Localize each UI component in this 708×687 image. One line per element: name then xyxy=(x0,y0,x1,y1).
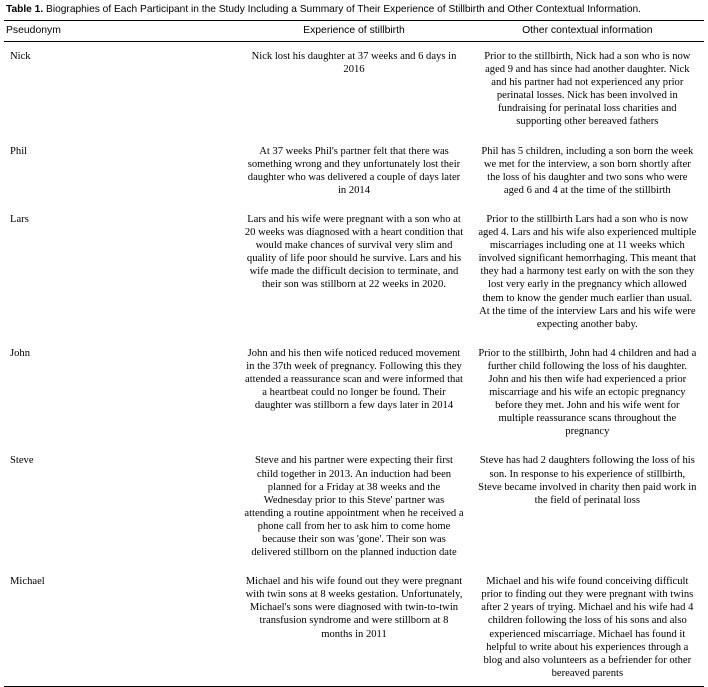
cell-pseudonym: Nick xyxy=(10,51,31,62)
cell-other: Phil has 5 children, including a son born the week we met for the interview, a son born shortly after the loss of his daughter and two sons who were aged 6 and 4 at the time of the stillbirth xyxy=(481,145,694,196)
cell-experience: Michael and his wife found out they were pregnant with twin sons at 8 weeks gestation. Unfortunately, Michael's sons were diagnosed with twin-to-twin transfusion syndrome and were stillborn at 8 months in 2011 xyxy=(245,576,463,640)
column-header-other: Other contextual information xyxy=(471,21,704,42)
table-row xyxy=(4,567,704,686)
cell-experience: John and his then wife noticed reduced movement in the 37th week of pregnancy. Following this they attended a reassurance scan and were informed that a heartbeat could no longer be found. Their daughter was stillborn a few days later in 2014 xyxy=(245,347,463,412)
table-row xyxy=(4,42,704,137)
column-header-pseudonym: Pseudonym xyxy=(4,21,237,42)
table-row xyxy=(4,446,704,567)
biographies-table xyxy=(4,20,704,686)
cell-other: Prior to the stillbirth, John had 4 children and had a further child following the loss of his daughter. John and his then wife had experienced a prior miscarriage and his wife an ectopic pregnancy before they met. John and his wife went for multiple reassurance scans throughout the pregnancy xyxy=(478,347,697,438)
cell-pseudonym: Michael xyxy=(10,576,45,588)
caption-text: Biographies of Each Participant in the Study Including a Summary of Their Experience of Stillbirth and Other Contextual Information. xyxy=(46,4,641,15)
table-body xyxy=(4,42,704,686)
cell-pseudonym: John xyxy=(10,347,31,359)
cell-other: Michael and his wife found conceiving difficult prior to finding out they were pregnant with twins after 2 years of trying. Michael and his wife had 4 children following the loss of his sons and also experienced miscarriage. Michael has found it helpful to write about his experiences through a blog and also volunteers as a befriender for other bereaved parents xyxy=(481,576,694,679)
cell-pseudonym: Phil xyxy=(10,145,28,157)
cell-experience: Lars and his wife were pregnant with a son who at 20 weeks was diagnosed with a heart condition that would make chances of survival very slim and quality of life poor should he survive. Lars and his wife made the difficult decision to terminate, and their son was stillborn at 22 weeks in 2020. xyxy=(244,213,464,291)
table-caption xyxy=(4,0,704,20)
cell-experience: Nick lost his daughter at 37 weeks and 6 days in 2016 xyxy=(251,51,457,76)
column-header-experience: Experience of stillbirth xyxy=(237,21,470,42)
cell-pseudonym: Lars xyxy=(10,213,29,225)
cell-pseudonym: Steve xyxy=(10,455,34,467)
table-row xyxy=(4,339,704,447)
table-head xyxy=(4,21,704,42)
cell-other: Prior to the stillbirth Lars had a son who is now aged 4. Lars and his wife also experienced multiple miscarriages including one at 11 weeks which involved significant hemorrhaging. This meant that they had a harmony test early on with the son they lost very early in the pregnancy which allowed them to know the gender much earlier than usual. At the time of the interview Lars and his wife were expecting another baby. xyxy=(478,213,697,330)
cell-experience: At 37 weeks Phil's partner felt that there was something wrong and they unfortunately lost their daughter who was delivered a couple of days later in 2014 xyxy=(247,145,461,196)
cell-experience: Steve and his partner were expecting their first child together in 2013. An induction had been planned for a Friday at 38 weeks and the Wednesday prior to this Steve' partner was attending a routine appointment when he received a phone call from her to ask him to come home because their son was 'gone'. Their son was delivered stillborn on the planned induction date xyxy=(244,455,464,559)
table-container xyxy=(4,20,704,687)
table-row xyxy=(4,205,704,339)
table-header-row xyxy=(4,21,704,42)
cell-other: Steve has had 2 daughters following the loss of his son. In response to his experience of stillbirth, Steve became involved in charity then paid work in the field of perinatal loss xyxy=(478,455,697,506)
table-row xyxy=(4,137,704,205)
caption-label: Table 1. xyxy=(6,4,44,15)
cell-other: Prior to the stillbirth, Nick had a son who is now aged 9 and has since had another daughter. Nick and his partner had not experienced any prior perinatal losses. Nick has been involved in fundraising for perinatal loss charities and supporting other bereaved fathers xyxy=(484,51,691,128)
